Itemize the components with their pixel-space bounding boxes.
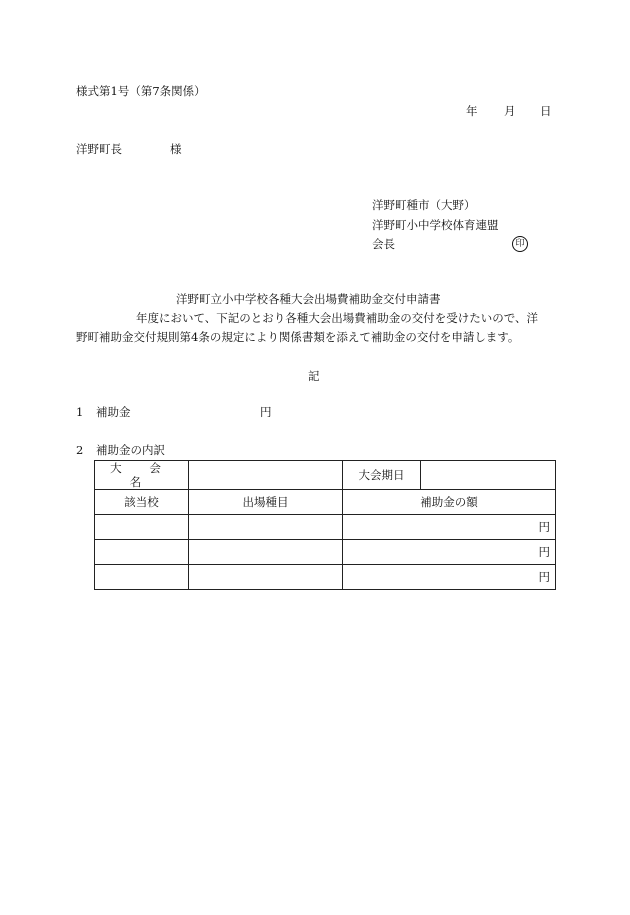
event-cell[interactable] bbox=[189, 565, 343, 590]
table-header-row bbox=[95, 490, 556, 515]
school-cell[interactable] bbox=[95, 515, 189, 540]
school-cell[interactable] bbox=[95, 540, 189, 565]
date-year: 年 bbox=[466, 104, 478, 118]
document-title: 洋野町立小中学校各種大会出場費補助金交付申請書 bbox=[176, 292, 441, 306]
tournament-date-label: 大会期日 bbox=[343, 461, 421, 490]
event-cell[interactable] bbox=[189, 540, 343, 565]
tournament-name-value[interactable] bbox=[189, 461, 343, 490]
tournament-name-label: 大 会 名 bbox=[95, 461, 189, 490]
item-2-label: 補助金の内訳 bbox=[96, 443, 165, 457]
body-text-line-1: 年度において、下記のとおり各種大会出場費補助金の交付を受けたいので、洋 bbox=[136, 311, 539, 325]
event-cell[interactable] bbox=[189, 515, 343, 540]
form-number: 様式第1号（第7条関係） bbox=[76, 84, 206, 98]
table-row-tournament bbox=[95, 461, 556, 490]
addressee-suffix: 様 bbox=[170, 142, 182, 156]
table-row bbox=[95, 540, 556, 565]
header-school: 該当校 bbox=[95, 490, 189, 515]
item-2-number: 2 bbox=[76, 443, 84, 457]
header-amount: 補助金の額 bbox=[343, 490, 556, 515]
body-text-line-2: 野町補助金交付規則第4条の規定により関係書類を添えて補助金の交付を申請します。 bbox=[76, 330, 520, 344]
amount-cell[interactable]: 円 bbox=[343, 540, 556, 565]
applicant-address: 洋野町種市（大野） bbox=[372, 198, 476, 212]
applicant-title: 会長 bbox=[372, 237, 395, 251]
seal-mark: 印 bbox=[512, 236, 528, 252]
header-event: 出場種目 bbox=[189, 490, 343, 515]
item-1-unit: 円 bbox=[260, 405, 272, 419]
item-1-number: 1 bbox=[76, 405, 84, 419]
table-row bbox=[95, 515, 556, 540]
addressee-name: 洋野町長 bbox=[76, 142, 122, 156]
item-1-label: 補助金 bbox=[96, 405, 131, 419]
amount-cell[interactable]: 円 bbox=[343, 565, 556, 590]
date-month: 月 bbox=[504, 104, 516, 118]
date-day: 日 bbox=[540, 104, 552, 118]
tournament-date-value[interactable] bbox=[421, 461, 556, 490]
breakdown-table bbox=[94, 460, 556, 590]
amount-cell[interactable]: 円 bbox=[343, 515, 556, 540]
applicant-organization: 洋野町小中学校体育連盟 bbox=[372, 218, 499, 232]
school-cell[interactable] bbox=[95, 565, 189, 590]
table-row bbox=[95, 565, 556, 590]
ki-heading: 記 bbox=[308, 369, 320, 383]
